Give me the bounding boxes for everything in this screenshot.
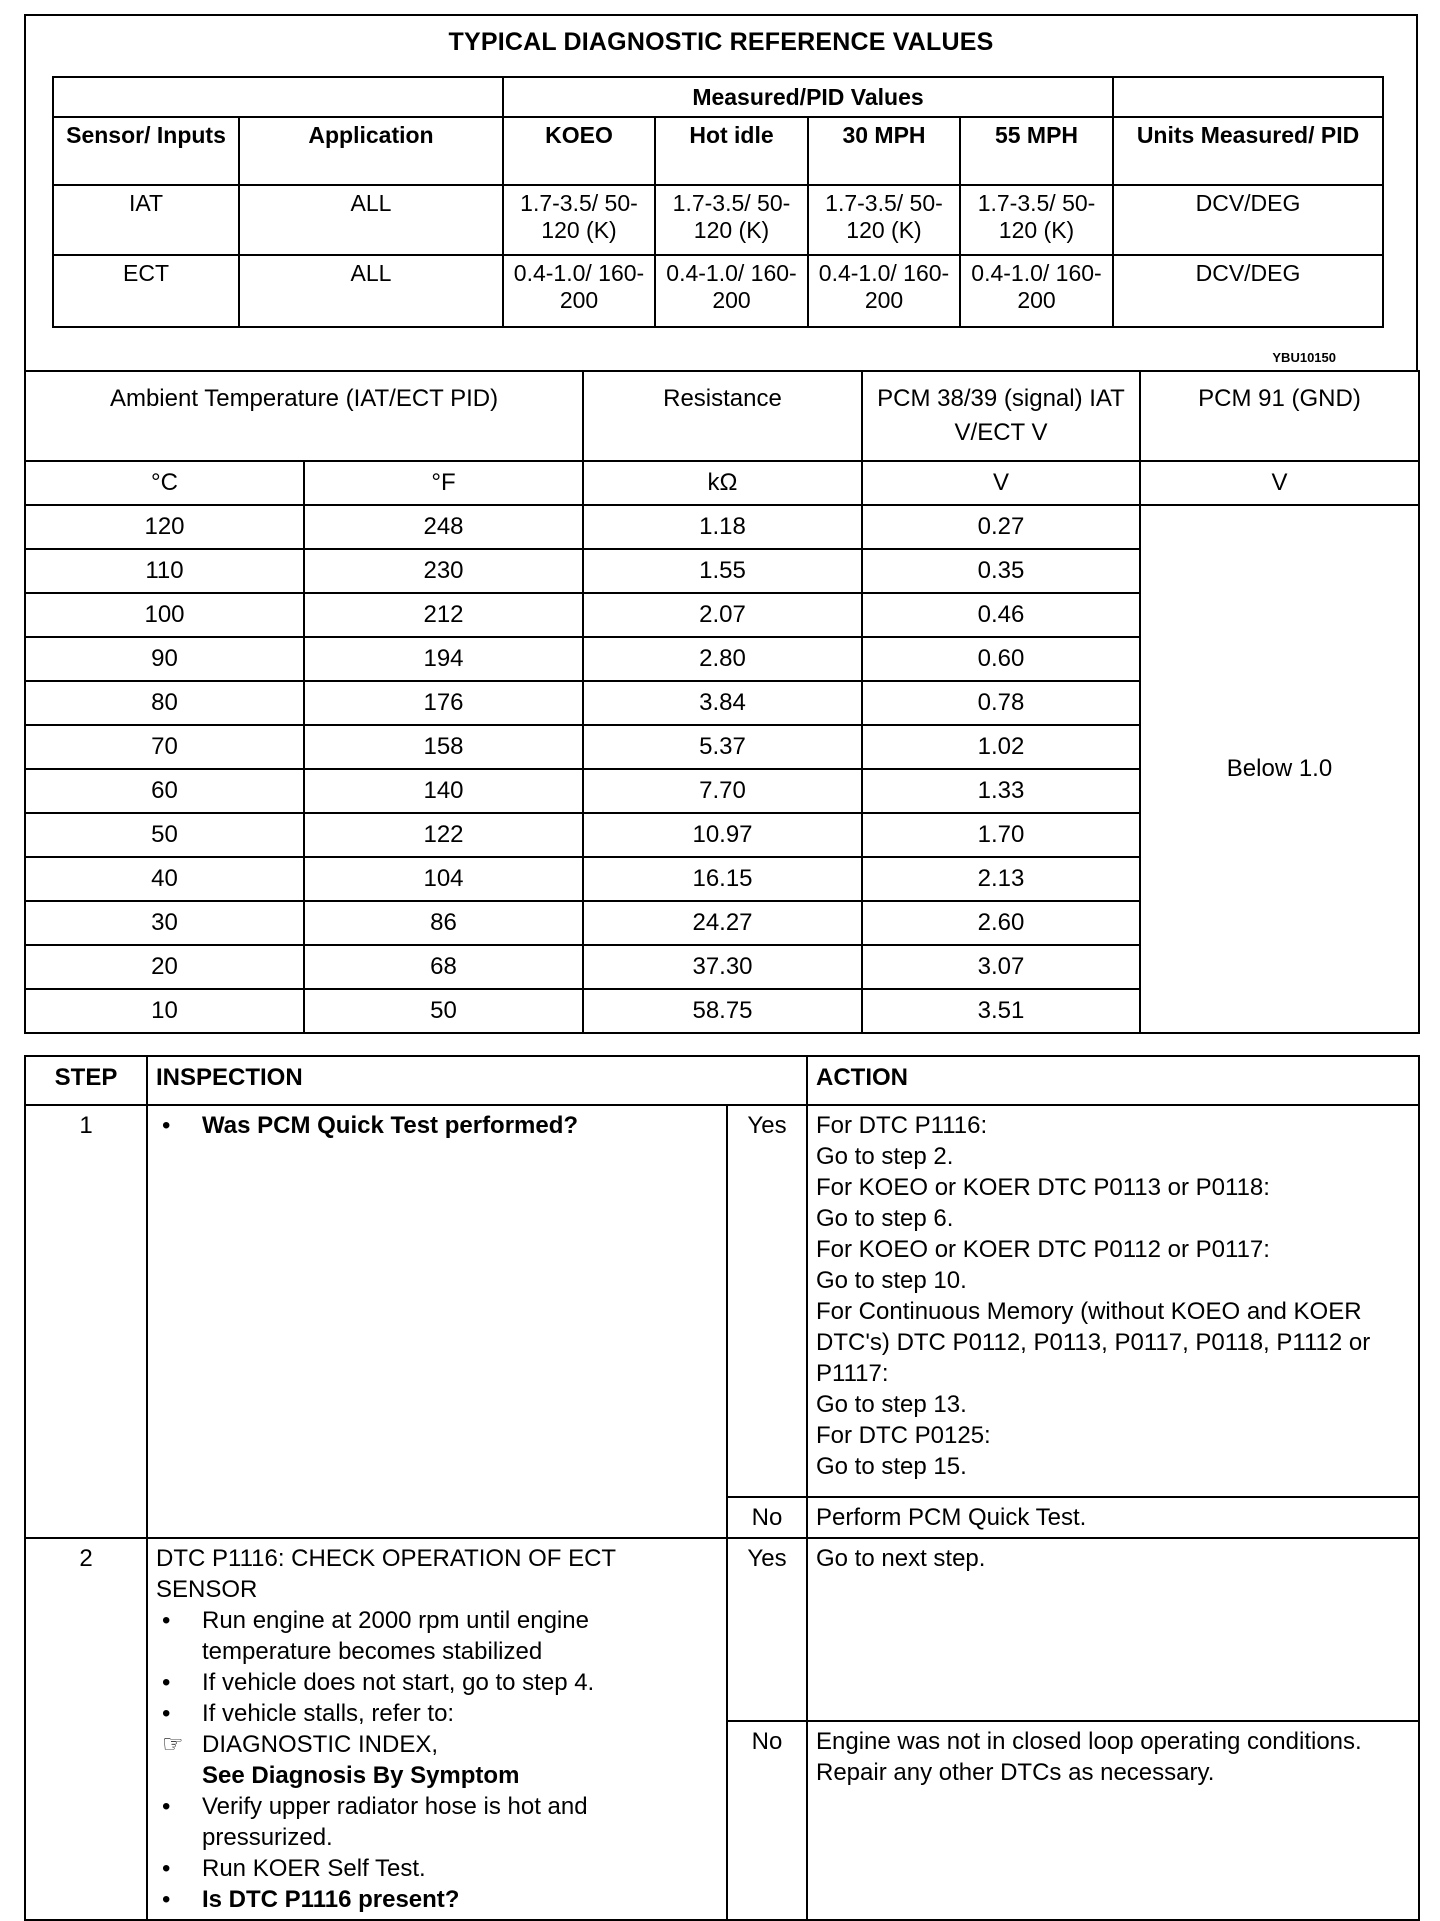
- cell-resistance: 1.18: [583, 505, 862, 549]
- bullet: •: [162, 1607, 171, 1634]
- step-2-item: Run engine at 2000 rpm until engine temperature becomes stabilized: [202, 1607, 589, 1665]
- step-1-question: Was PCM Quick Test performed?: [202, 1112, 579, 1139]
- cell-fahrenheit: 68: [304, 945, 583, 989]
- no-label: No: [727, 1497, 807, 1538]
- cell-resistance: 5.37: [583, 725, 862, 769]
- bullet: •: [162, 1112, 171, 1139]
- cell-celsius: 120: [25, 505, 304, 549]
- cell-celsius: 70: [25, 725, 304, 769]
- cell-fahrenheit: 104: [304, 857, 583, 901]
- cell-celsius: 110: [25, 549, 304, 593]
- header-pcm-gnd: PCM 91 (GND): [1140, 371, 1419, 461]
- yes-label: Yes: [727, 1538, 807, 1721]
- cell-fahrenheit: 50: [304, 989, 583, 1033]
- unit-celsius: °C: [25, 461, 304, 505]
- reference-values-panel: [24, 14, 1418, 372]
- cell-30mph: 0.4-1.0/ 160-200: [808, 255, 960, 327]
- action-line: For KOEO or KOER DTC P0112 or P0117:: [816, 1236, 1270, 1263]
- unit-kohm: kΩ: [583, 461, 862, 505]
- group-header-blank: [1113, 77, 1383, 117]
- step-1-row: [25, 1105, 1419, 1497]
- header-sensor: Sensor/ Inputs: [53, 117, 239, 185]
- cell-voltage: 3.51: [862, 989, 1140, 1033]
- bullet: •: [162, 1669, 171, 1696]
- cell-resistance: 7.70: [583, 769, 862, 813]
- cell-resistance: 3.84: [583, 681, 862, 725]
- cell-hot-idle: 1.7-3.5/ 50-120 (K): [655, 185, 808, 255]
- unit-signal-volts: V: [862, 461, 1140, 505]
- cell-celsius: 30: [25, 901, 304, 945]
- cell-celsius: 10: [25, 989, 304, 1033]
- action-line: Go to step 2.: [816, 1143, 954, 1170]
- header-30mph: 30 MPH: [808, 117, 960, 185]
- action-line: For DTC P1116:: [816, 1112, 988, 1139]
- cell-fahrenheit: 176: [304, 681, 583, 725]
- table-row: [53, 255, 1383, 327]
- header-pcm-signal: PCM 38/39 (signal) IAT V/ECT V: [862, 371, 1140, 461]
- header-hot-idle: Hot idle: [655, 117, 808, 185]
- temperature-table: [24, 370, 1420, 1034]
- step-1-yes-action: [807, 1105, 1419, 1497]
- header-ambient: Ambient Temperature (IAT/ECT PID): [25, 371, 583, 461]
- cell-55mph: 1.7-3.5/ 50-120 (K): [960, 185, 1113, 255]
- step-2-item: If vehicle stalls, refer to:: [202, 1700, 455, 1727]
- cell-resistance: 58.75: [583, 989, 862, 1033]
- action-line: Go to step 15.: [816, 1453, 967, 1480]
- cell-voltage: 2.60: [862, 901, 1140, 945]
- cell-fahrenheit: 86: [304, 901, 583, 945]
- cell-voltage: 1.70: [862, 813, 1140, 857]
- action-line: Go to step 13.: [816, 1391, 967, 1418]
- bullet: •: [162, 1700, 171, 1727]
- cell-sensor: ECT: [53, 255, 239, 327]
- reference-link-sub[interactable]: See Diagnosis By Symptom: [202, 1762, 520, 1789]
- cell-voltage: 0.35: [862, 549, 1140, 593]
- group-header-blank: [53, 77, 503, 117]
- action-line: For DTC P0125:: [816, 1422, 991, 1449]
- action-line: Go to step 6.: [816, 1205, 954, 1232]
- action-line: For KOEO or KOER DTC P0113 or P0118:: [816, 1174, 1270, 1201]
- group-header: Measured/PID Values: [503, 77, 1113, 117]
- cell-application: ALL: [239, 255, 503, 327]
- cell-celsius: 80: [25, 681, 304, 725]
- cell-fahrenheit: 122: [304, 813, 583, 857]
- step-2-yes-action: Go to next step.: [807, 1538, 1419, 1721]
- cell-voltage: 0.78: [862, 681, 1140, 725]
- header-koeo: KOEO: [503, 117, 655, 185]
- cell-voltage: 1.33: [862, 769, 1140, 813]
- step-1-no-action: Perform PCM Quick Test.: [807, 1497, 1419, 1538]
- unit-gnd-volts: V: [1140, 461, 1419, 505]
- step-1-inspection: [147, 1105, 727, 1538]
- table-row: [53, 185, 1383, 255]
- cell-fahrenheit: 248: [304, 505, 583, 549]
- header-application: Application: [239, 117, 503, 185]
- header-resistance: Resistance: [583, 371, 862, 461]
- step-2-item: Verify upper radiator hose is hot and pressurized.: [202, 1793, 588, 1851]
- bullet: •: [162, 1855, 171, 1882]
- reference-title: TYPICAL DIAGNOSTIC REFERENCE VALUES: [448, 28, 994, 56]
- step-2-item: If vehicle does not start, go to step 4.: [202, 1669, 595, 1696]
- figure-code: YBU10150: [1272, 350, 1336, 365]
- cell-fahrenheit: 212: [304, 593, 583, 637]
- step-2-row: [25, 1538, 1419, 1721]
- reference-table: [52, 76, 1384, 328]
- cell-celsius: 50: [25, 813, 304, 857]
- cell-55mph: 0.4-1.0/ 160-200: [960, 255, 1113, 327]
- step-number: 2: [25, 1538, 147, 1920]
- action-line: For Continuous Memory (without KOEO and KOER DTC's) DTC P0112, P0113, P0117, P0118, P1112 or P1117:: [816, 1298, 1371, 1387]
- table-row: [25, 505, 1419, 549]
- reference-link[interactable]: DIAGNOSTIC INDEX,: [202, 1731, 439, 1758]
- cell-celsius: 60: [25, 769, 304, 813]
- cell-resistance: 24.27: [583, 901, 862, 945]
- cell-voltage: 2.13: [862, 857, 1140, 901]
- header-55mph: 55 MPH: [960, 117, 1113, 185]
- bullet: •: [162, 1793, 171, 1820]
- cell-celsius: 40: [25, 857, 304, 901]
- cell-units: DCV/DEG: [1113, 255, 1383, 327]
- cell-celsius: 90: [25, 637, 304, 681]
- step-2-item: Run KOER Self Test.: [202, 1855, 426, 1882]
- cell-celsius: 20: [25, 945, 304, 989]
- diagnostic-steps-table: [24, 1055, 1420, 1921]
- cell-voltage: 1.02: [862, 725, 1140, 769]
- cell-resistance: 2.07: [583, 593, 862, 637]
- cell-resistance: 1.55: [583, 549, 862, 593]
- cell-voltage: 0.46: [862, 593, 1140, 637]
- cell-fahrenheit: 140: [304, 769, 583, 813]
- bullet: •: [162, 1886, 171, 1913]
- step-2-title: DTC P1116: CHECK OPERATION OF ECT SENSOR: [156, 1545, 616, 1603]
- cell-koeo: 0.4-1.0/ 160-200: [503, 255, 655, 327]
- step-2-question: Is DTC P1116 present?: [202, 1886, 460, 1913]
- cell-fahrenheit: 158: [304, 725, 583, 769]
- cell-resistance: 2.80: [583, 637, 862, 681]
- no-label: No: [727, 1721, 807, 1920]
- action-line: Go to step 10.: [816, 1267, 967, 1294]
- cell-fahrenheit: 194: [304, 637, 583, 681]
- cell-sensor: IAT: [53, 185, 239, 255]
- cell-fahrenheit: 230: [304, 549, 583, 593]
- cell-application: ALL: [239, 185, 503, 255]
- step-2-inspection: [147, 1538, 727, 1920]
- pointing-hand-icon: ☞: [162, 1731, 184, 1758]
- gnd-value: Below 1.0: [1140, 505, 1419, 1033]
- cell-resistance: 10.97: [583, 813, 862, 857]
- cell-koeo: 1.7-3.5/ 50-120 (K): [503, 185, 655, 255]
- header-action: ACTION: [807, 1056, 1419, 1105]
- yes-label: Yes: [727, 1105, 807, 1497]
- cell-voltage: 0.60: [862, 637, 1140, 681]
- cell-resistance: 16.15: [583, 857, 862, 901]
- cell-voltage: 0.27: [862, 505, 1140, 549]
- cell-voltage: 3.07: [862, 945, 1140, 989]
- cell-hot-idle: 0.4-1.0/ 160-200: [655, 255, 808, 327]
- cell-30mph: 1.7-3.5/ 50-120 (K): [808, 185, 960, 255]
- cell-units: DCV/DEG: [1113, 185, 1383, 255]
- unit-fahrenheit: °F: [304, 461, 583, 505]
- step-number: 1: [25, 1105, 147, 1538]
- header-units: Units Measured/ PID: [1113, 117, 1383, 185]
- cell-celsius: 100: [25, 593, 304, 637]
- header-step: STEP: [25, 1056, 147, 1105]
- step-2-no-action: Engine was not in closed loop operating conditions. Repair any other DTCs as necessary.: [807, 1721, 1419, 1920]
- cell-resistance: 37.30: [583, 945, 862, 989]
- header-inspection: INSPECTION: [147, 1056, 807, 1105]
